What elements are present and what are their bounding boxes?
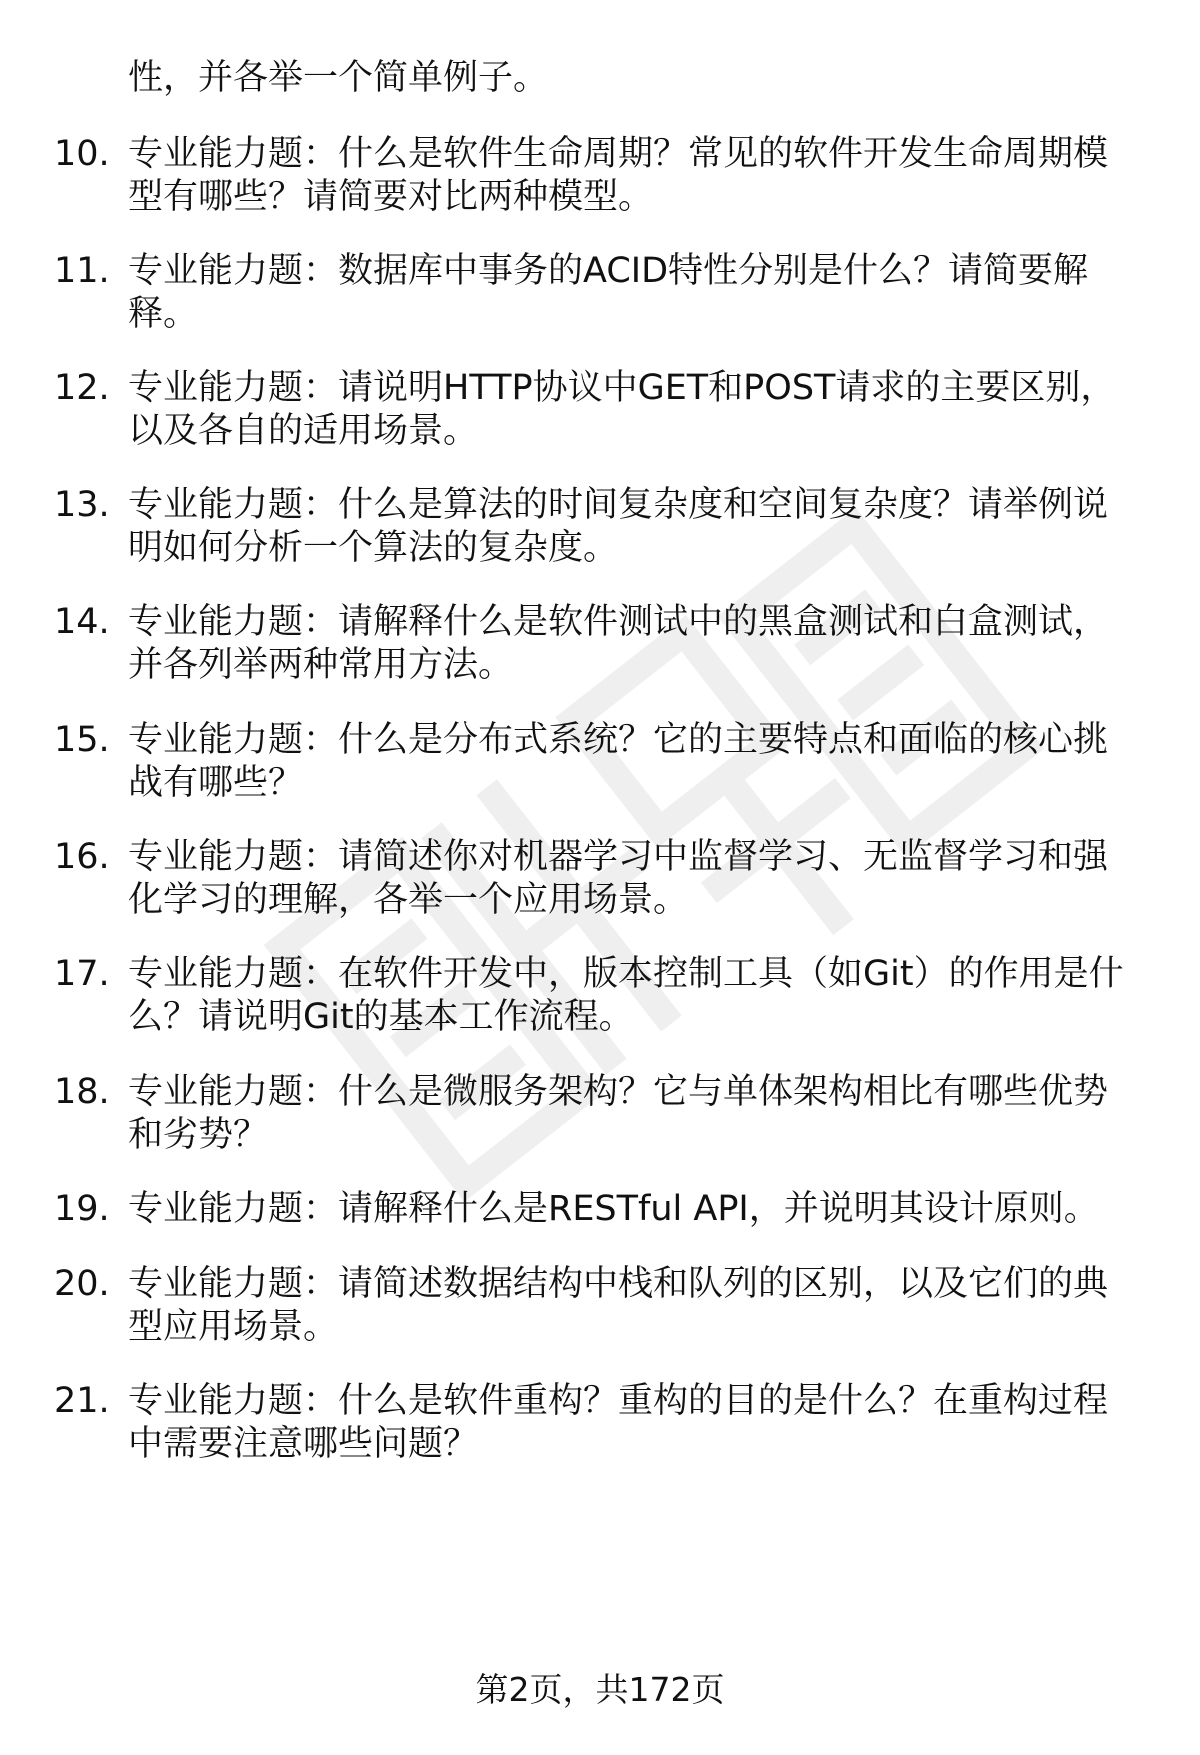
- item-text: 明如何分析一个算法的复杂度。: [128, 528, 619, 568]
- item-number: 19.: [54, 1189, 110, 1229]
- item-number: 12.: [54, 368, 110, 408]
- item-number: 17.: [54, 954, 110, 994]
- item-text: 专业能力题：什么是分布式系统？它的主要特点和面临的核心挑: [128, 720, 1109, 760]
- item-text: 专业能力题：数据库中事务的ACID特性分别是什么？请简要解: [128, 251, 1089, 291]
- item-text: 和劣势？: [128, 1115, 269, 1155]
- item-text: 专业能力题：请简述你对机器学习中监督学习、无监督学习和强: [128, 837, 1109, 877]
- item-text: 专业能力题：请解释什么是软件测试中的黑盒测试和白盒测试，: [128, 602, 1109, 642]
- item-text: 么？请说明Git的基本工作流程。: [128, 997, 634, 1037]
- item-text: 专业能力题：请解释什么是RESTful API，并说明其设计原则。: [128, 1189, 1099, 1229]
- continuation-text: 性，并各举一个简单例子。: [128, 58, 549, 98]
- item-text: 专业能力题：什么是微服务架构？它与单体架构相比有哪些优势: [128, 1072, 1109, 1112]
- item-text: 战有哪些？: [128, 763, 304, 803]
- item-text: 并各列举两种常用方法。: [128, 645, 514, 685]
- item-number: 13.: [54, 485, 110, 525]
- item-number: 10.: [54, 134, 110, 174]
- item-text: 释。: [128, 294, 199, 334]
- item-number: 18.: [54, 1072, 110, 1112]
- item-text: 化学习的理解，各举一个应用场景。: [128, 880, 689, 920]
- item-number: 14.: [54, 602, 110, 642]
- item-text: 以及各自的适用场景。: [128, 411, 479, 451]
- item-text: 专业能力题：什么是软件生命周期？常见的软件开发生命周期模: [128, 134, 1109, 174]
- item-text: 专业能力题：在软件开发中，版本控制工具（如Git）的作用是什: [128, 954, 1124, 994]
- item-text: 专业能力题：什么是软件重构？重构的目的是什么？在重构过程: [128, 1381, 1109, 1421]
- item-text: 型应用场景。: [128, 1307, 339, 1347]
- page-number-footer: 第2页，共172页: [475, 1670, 725, 1709]
- item-number: 21.: [54, 1381, 110, 1421]
- item-number: 16.: [54, 837, 110, 877]
- item-text: 专业能力题：什么是算法的时间复杂度和空间复杂度？请举例说: [128, 485, 1109, 525]
- item-number: 15.: [54, 720, 110, 760]
- item-number: 20.: [54, 1264, 110, 1304]
- item-text: 型有哪些？请简要对比两种模型。: [128, 177, 654, 217]
- item-text: 中需要注意哪些问题？: [128, 1424, 479, 1464]
- item-number: 11.: [54, 251, 110, 291]
- item-text: 专业能力题：请简述数据结构中栈和队列的区别，以及它们的典: [128, 1264, 1109, 1304]
- item-text: 专业能力题：请说明HTTP协议中GET和POST请求的主要区别，: [128, 368, 1116, 408]
